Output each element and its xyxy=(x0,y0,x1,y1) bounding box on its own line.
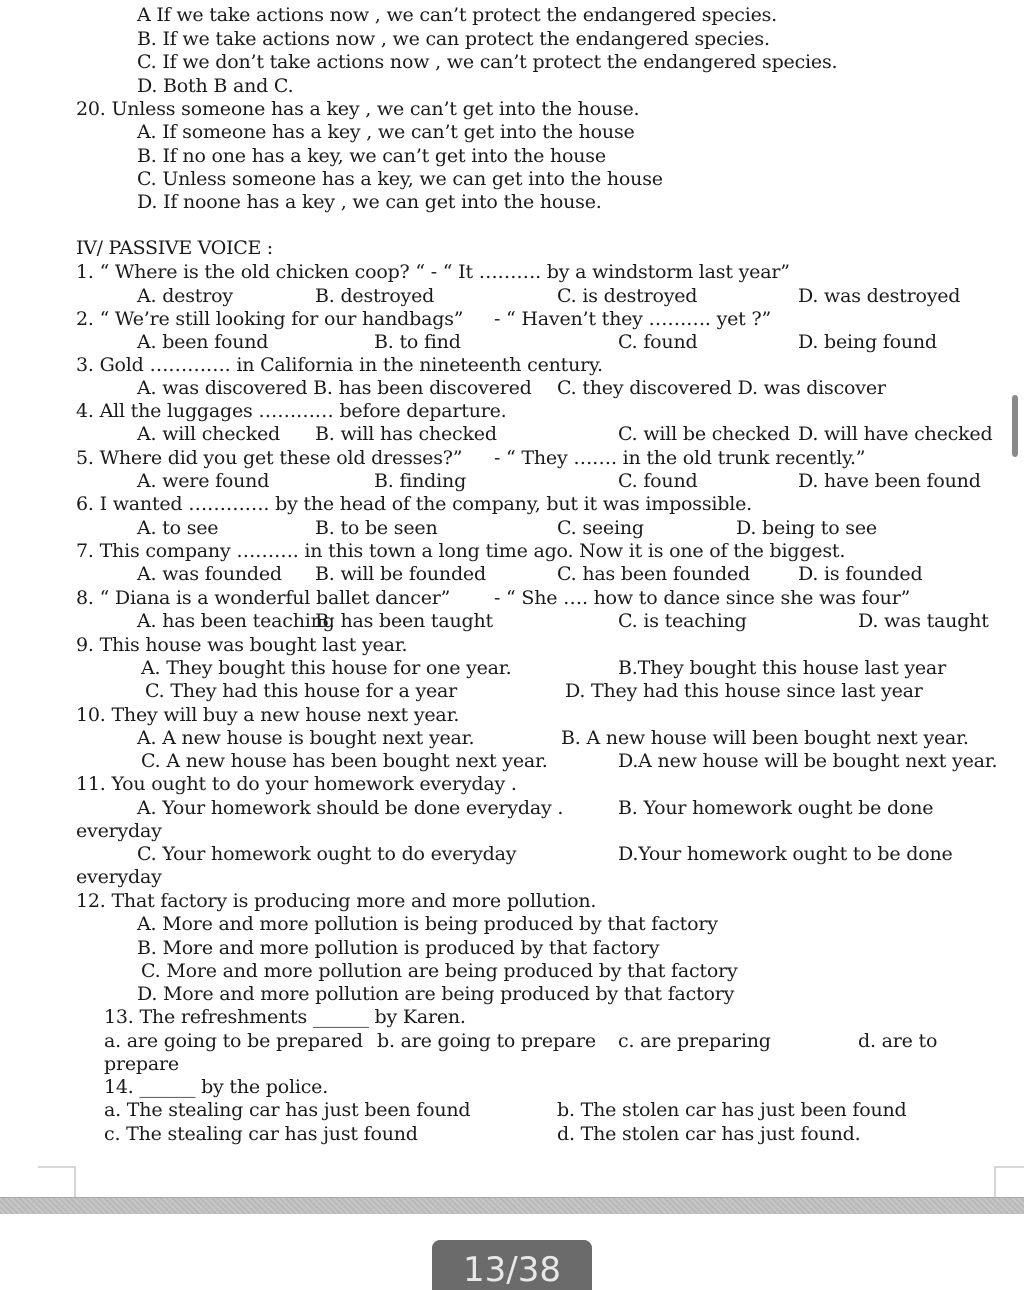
option: b. are going to prepare xyxy=(377,1030,596,1052)
option: B. to find xyxy=(374,331,461,353)
option: B. has been taught xyxy=(315,610,493,632)
text-line: A If we take actions now , we can’t protect the endangered species. xyxy=(137,4,778,26)
option: D. is founded xyxy=(798,563,923,585)
option: D. being found xyxy=(798,331,937,353)
text-line: 4. All the luggages ………… before departure. xyxy=(76,400,507,422)
text-line: D. Both B and C. xyxy=(137,75,294,97)
option: a. are going to be prepared xyxy=(104,1030,363,1052)
text-line: prepare xyxy=(104,1053,179,1075)
option: A. was founded xyxy=(137,563,282,585)
option: A. were found xyxy=(137,470,270,492)
text-line: 13. The refreshments ______ by Karen. xyxy=(104,1006,466,1028)
option: C. seeing xyxy=(557,517,644,539)
text-line: B. If we take actions now , we can protect the endangered species. xyxy=(137,28,770,50)
text-line: everyday xyxy=(76,820,162,842)
option: a. The stealing car has just been found xyxy=(104,1099,471,1121)
option: b. The stolen car has just been found xyxy=(557,1099,907,1121)
scrollbar-thumb[interactable] xyxy=(1012,395,1018,457)
text-line: D. If noone has a key , we can get into the house. xyxy=(137,191,602,213)
option: B. to be seen xyxy=(315,517,438,539)
option: D. was taught xyxy=(858,610,989,632)
text-line: C. If we don’t take actions now , we can’t protect the endangered species. xyxy=(137,51,838,73)
option: A. More and more pollution is being produced by that factory xyxy=(137,913,718,935)
option: A. They bought this house for one year. xyxy=(141,657,512,679)
option: A. was discovered B. has been discovered xyxy=(137,377,532,399)
option: c. The stealing car has just found xyxy=(104,1123,418,1145)
option: A. destroy xyxy=(137,285,233,307)
text-line: 10. They will buy a new house next year. xyxy=(76,704,460,726)
option: D. will have checked xyxy=(798,423,993,445)
option: C. Your homework ought to do everyday xyxy=(137,843,517,865)
option: B. finding xyxy=(374,470,467,492)
text-line: 3. Gold …………. in California in the nineteenth century. xyxy=(76,354,603,376)
text-line: 8. “ Diana is a wonderful ballet dancer” xyxy=(76,587,451,609)
option: A. been found xyxy=(137,331,269,353)
text-line: 12. That factory is producing more and more pollution. xyxy=(76,890,597,912)
option: C. is destroyed xyxy=(557,285,698,307)
section-heading: IV/ PASSIVE VOICE : xyxy=(76,237,273,259)
text-line: 7. This company ………. in this town a long time ago. Now it is one of the biggest. xyxy=(76,540,846,562)
option: B. A new house will been bought next year. xyxy=(561,727,969,749)
page-corner-marker xyxy=(994,1166,1024,1198)
option: D.A new house will be bought next year. xyxy=(618,750,998,772)
option: C. is teaching xyxy=(618,610,747,632)
option: C. They had this house for a year xyxy=(145,680,458,702)
text-line: 20. Unless someone has a key , we can’t get into the house. xyxy=(76,98,640,120)
option: C. found xyxy=(618,470,698,492)
option: A. has been teaching xyxy=(137,610,335,632)
text-line: 11. You ought to do your homework everyday . xyxy=(76,773,517,795)
page-divider xyxy=(0,1197,1024,1215)
text-line: - “ She …. how to dance since she was four” xyxy=(494,587,911,609)
option: B.They bought this house last year xyxy=(618,657,946,679)
text-line: A. If someone has a key , we can’t get into the house xyxy=(137,121,635,143)
option: D. being to see xyxy=(736,517,877,539)
option: B. More and more pollution is produced by that factory xyxy=(137,937,660,959)
option: D. More and more pollution are being produced by that factory xyxy=(137,983,735,1005)
option: C. has been founded xyxy=(557,563,750,585)
page-corner-marker xyxy=(38,1166,76,1198)
option: c. are preparing xyxy=(618,1030,771,1052)
option: B. Your homework ought be done xyxy=(618,797,934,819)
option: A. Your homework should be done everyday . xyxy=(137,797,564,819)
option: B. destroyed xyxy=(315,285,435,307)
text-line: 6. I wanted …………. by the head of the company, but it was impossible. xyxy=(76,493,752,515)
text-line: 9. This house was bought last year. xyxy=(76,634,408,656)
option: C. they discovered D. was discover xyxy=(557,377,886,399)
option: B. will has checked xyxy=(315,423,497,445)
option: C. More and more pollution are being produced by that factory xyxy=(141,960,738,982)
option: A. to see xyxy=(137,517,219,539)
option: D. was destroyed xyxy=(798,285,961,307)
option: C. A new house has been bought next year. xyxy=(141,750,548,772)
text-line: - “ They ……. in the old trunk recently.” xyxy=(494,447,866,469)
option: d. The stolen car has just found. xyxy=(557,1123,861,1145)
option: D. They had this house since last year xyxy=(565,680,923,702)
option: D. have been found xyxy=(798,470,981,492)
text-line: 1. “ Where is the old chicken coop? “ - “ It ………. by a windstorm last year” xyxy=(76,261,790,283)
option: C. will be checked xyxy=(618,423,791,445)
text-line: C. Unless someone has a key, we can get into the house xyxy=(137,168,663,190)
text-line: 14. ______ by the police. xyxy=(104,1076,329,1098)
page-indicator: 13/38 xyxy=(432,1240,592,1290)
option: d. are to xyxy=(858,1030,938,1052)
text-line: - “ Haven’t they ………. yet ?” xyxy=(494,308,771,330)
option: A. A new house is bought next year. xyxy=(137,727,475,749)
text-line: everyday xyxy=(76,866,162,888)
text-line: B. If no one has a key, we can’t get into the house xyxy=(137,145,606,167)
option: B. will be founded xyxy=(315,563,486,585)
text-line: 5. Where did you get these old dresses?” xyxy=(76,447,463,469)
option: D.Your homework ought to be done xyxy=(618,843,953,865)
option: A. will checked xyxy=(137,423,281,445)
option: C. found xyxy=(618,331,698,353)
text-line: 2. “ We’re still looking for our handbags” xyxy=(76,308,464,330)
